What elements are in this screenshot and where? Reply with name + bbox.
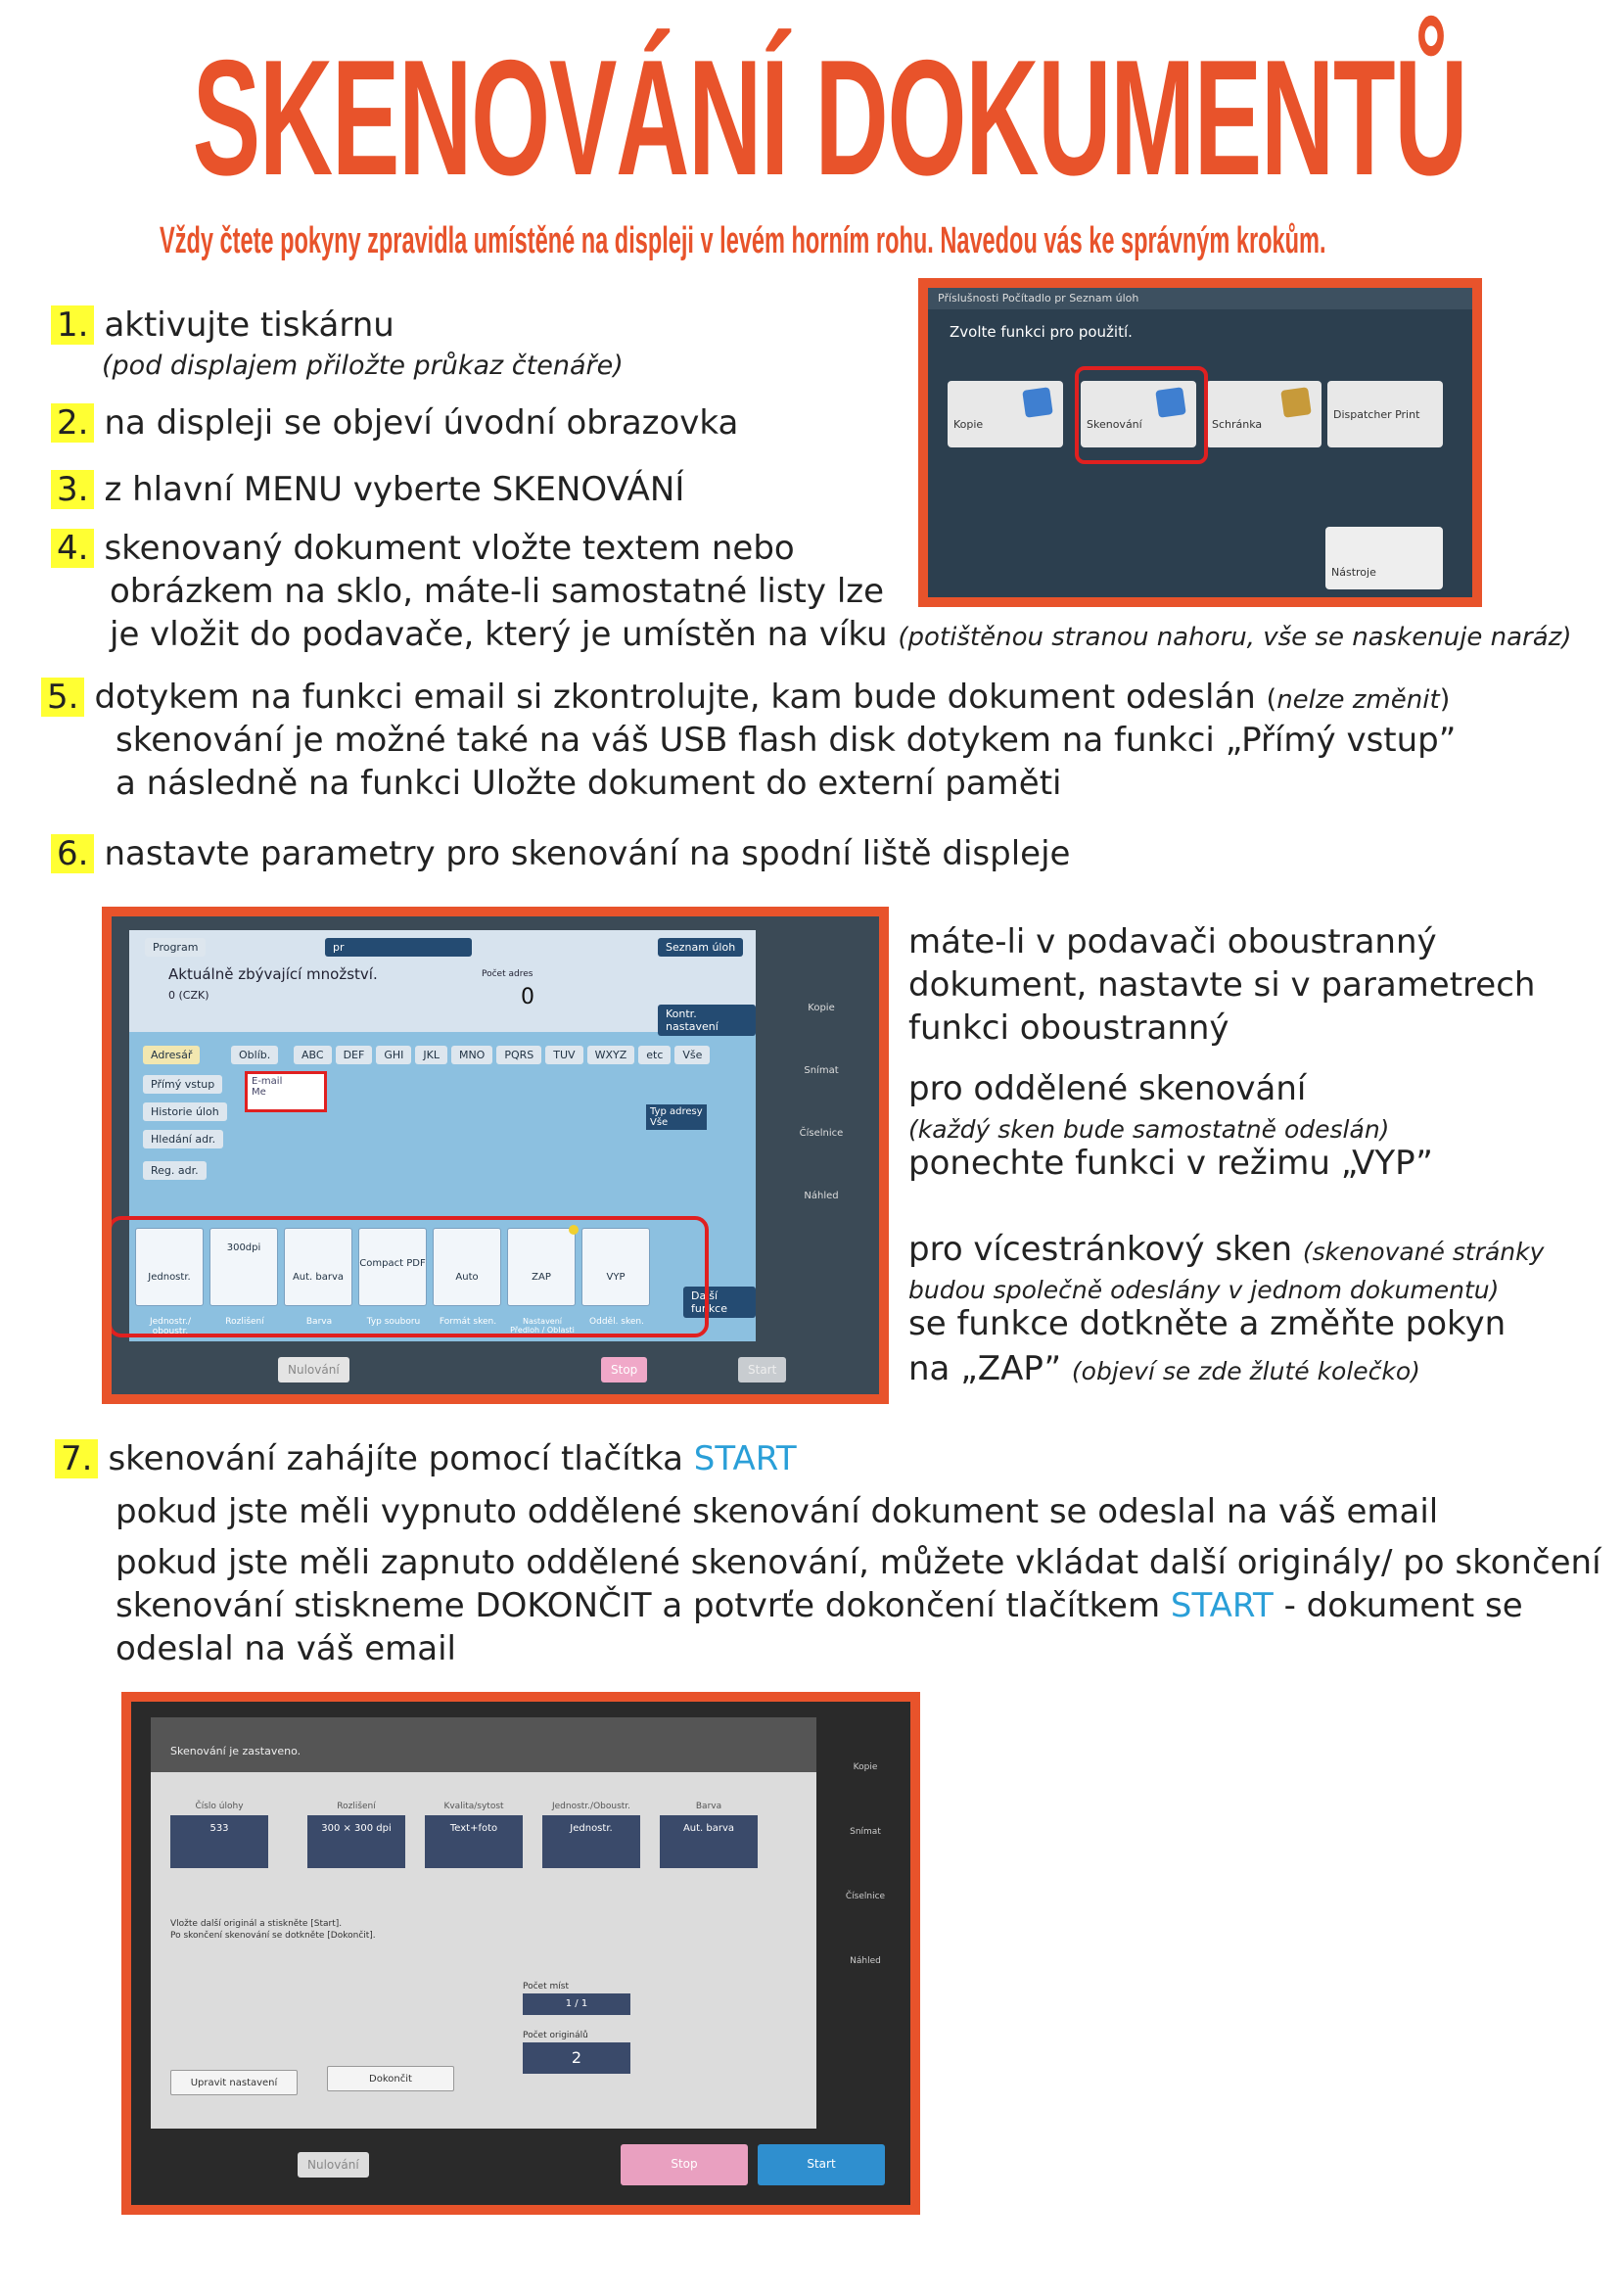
- step-4-note: (potištěnou stranou nahoru, vše se naskenuje naráz): [898, 623, 1572, 652]
- tile-box: Schránka: [1206, 381, 1322, 447]
- screen-prompt: Zvolte funkci pro použití.: [950, 323, 1133, 341]
- tab-address-book: Adresář: [143, 1046, 200, 1064]
- side-preview: Náhled: [850, 1956, 881, 1966]
- tab-mno: MNO: [451, 1046, 492, 1064]
- step-number: 3.: [51, 470, 94, 509]
- side-keypad: Číselnice: [845, 1892, 886, 1901]
- side-copy: Kopie: [853, 1762, 878, 1772]
- device-screen: [151, 1717, 816, 2129]
- step-3: [51, 468, 684, 511]
- separate-line-1: pro oddělené skenování: [908, 1069, 1307, 1108]
- tab-pqrs: PQRS: [496, 1046, 541, 1064]
- scan-settings-photo: [102, 907, 889, 1404]
- page-title: SKENOVÁNÍ DOKUMENTŮ: [192, 25, 1467, 210]
- tile-tools: Nástroje: [1325, 527, 1443, 589]
- param-resolution: 300dpi Rozlišení: [209, 1228, 278, 1306]
- highlight-box: [108, 1216, 709, 1337]
- instruction-2: Po skončení skenování se dotkněte [Dokončit].: [170, 1931, 376, 1941]
- address-type: Typ adresy Vše: [646, 1104, 707, 1130]
- step-2: [51, 401, 738, 445]
- duplex-line-2: dokument, nastavte si v parametrech: [908, 965, 1536, 1005]
- col-color: Barva Aut. barva: [660, 1802, 758, 1868]
- reset-button: Nulování: [278, 1357, 349, 1382]
- scan-stopped-photo: [121, 1692, 920, 2215]
- step-7-line4: skenování stiskneme DOKONČIT a potvrťe dokončení tlačítkem START - dokument se: [116, 1586, 1523, 1625]
- side-copy: Kopie: [808, 1003, 835, 1013]
- step-7-line2: pokud jste měli vypnuto oddělené skenování dokument se odeslal na váš email: [116, 1492, 1439, 1531]
- col-duplex: Jednostr./Oboustr. Jednostr.: [542, 1802, 640, 1868]
- step-text: je vložit do podavače, který je umístěn na víku: [110, 615, 888, 654]
- menu-job-history: Historie úloh: [143, 1102, 227, 1121]
- col-quality: Kvalita/sytost Text+foto: [425, 1802, 523, 1868]
- multi-line-1: pro vícestránkový sken (skenované stránky: [908, 1230, 1545, 1269]
- tab-def: DEF: [336, 1046, 373, 1064]
- start-button: Start: [758, 2144, 885, 2185]
- tab-etc: etc: [638, 1046, 671, 1064]
- step-7-line5: odeslal na váš email: [116, 1629, 456, 1668]
- separate-line-2: ponechte funkci v režimu „VYP”: [908, 1144, 1433, 1183]
- more-functions-button: Další funkce: [683, 1287, 756, 1318]
- step-5: 5. dotykem na funkci email si zkontrolujte, kam bude dokument odeslán (nelze změnit): [41, 676, 1450, 722]
- email-entry: E-mail Me: [245, 1071, 327, 1112]
- param-file-type: Compact PDF Typ souboru: [358, 1228, 427, 1306]
- alphabet-tabs: [294, 1046, 710, 1064]
- screen-header: [129, 930, 756, 1032]
- multi-note: budou společně odeslány v jednom dokumentu): [908, 1276, 1500, 1304]
- address-count: 0: [521, 985, 534, 1009]
- tab-ghi: GHI: [376, 1046, 411, 1064]
- page-subtitle: Vždy čtete pokyny zpravidla umístěné na displeji v levém horním rohu. Navedou vás ke správným krokům.: [160, 220, 1326, 261]
- side-buttons: [787, 977, 856, 1228]
- screen-topbar: Příslušnosti Počítadlo pr Seznam úloh: [928, 288, 1472, 309]
- step-text: skenovaný dokument vložte textem nebo: [104, 529, 795, 568]
- tab-abc: ABC: [294, 1046, 332, 1064]
- tab-all: Vše: [674, 1046, 710, 1064]
- step-number: 7.: [55, 1439, 98, 1478]
- originals-value: 2: [523, 2042, 630, 2074]
- start-keyword: START: [693, 1439, 797, 1478]
- tab-jkl: JKL: [415, 1046, 447, 1064]
- side-preview: Náhled: [804, 1191, 839, 1201]
- pages-value: 1 / 1: [523, 1993, 630, 2015]
- pages-label: Počet míst: [523, 1982, 569, 1991]
- col-job-number: Číslo úlohy 533: [170, 1802, 268, 1868]
- step-number: 5.: [41, 678, 84, 717]
- menu-register-address: Reg. adr.: [143, 1161, 207, 1180]
- edit-settings-button: Upravit nastavení: [170, 2070, 298, 2095]
- start-keyword: START: [1170, 1586, 1274, 1625]
- tile-dispatcher: Dispatcher Print: [1327, 381, 1443, 447]
- step-text: z hlavní MENU vyberte SKENOVÁNÍ: [104, 470, 685, 509]
- param-original-settings: ZAP Nastavení Předloh / Oblasti: [507, 1228, 576, 1306]
- step-5-note: nelze změnit: [1276, 685, 1440, 715]
- step-text: skenování zahájíte pomocí tlačítka: [108, 1439, 683, 1478]
- step-number: 6.: [51, 834, 94, 873]
- main-menu-photo: [918, 278, 1482, 607]
- balance-label: Aktuálně zbývající množství.: [168, 965, 378, 983]
- step-number: 4.: [51, 529, 94, 568]
- param-color: Aut. barva Barva: [284, 1228, 352, 1306]
- screen-status: Skenování je zastaveno.: [151, 1717, 816, 1772]
- step-number: 2.: [51, 403, 94, 443]
- instruction-1: Vložte další originál a stiskněte [Start].: [170, 1919, 343, 1929]
- side-scan: Snímat: [804, 1065, 839, 1076]
- menu-address-search: Hledání adr.: [143, 1130, 223, 1148]
- step-text: na displeji se objeví úvodní obrazovka: [104, 403, 739, 443]
- col-resolution: Rozlišení 300 × 300 dpi: [307, 1802, 405, 1868]
- step-text: aktivujte tiskárnu: [104, 305, 394, 345]
- step-6: [51, 832, 1070, 875]
- address-count-label: Počet adres: [482, 969, 533, 979]
- tile-scan: Skenování: [1081, 381, 1196, 447]
- side-keypad: Číselnice: [799, 1128, 844, 1139]
- multi-line-2: se funkce dotkněte a změňte pokyn: [908, 1304, 1507, 1343]
- originals-label: Počet originálů: [523, 2031, 588, 2040]
- jobs-button: Seznam úloh: [658, 938, 743, 957]
- finish-button: Dokončit: [327, 2066, 454, 2091]
- user-field: pr: [325, 938, 472, 957]
- tab-wxyz: WXYZ: [587, 1046, 635, 1064]
- box-icon: [1280, 387, 1312, 418]
- step-text: dotykem na funkci email si zkontrolujte, kam bude dokument odeslán: [94, 678, 1256, 717]
- program-button: Program: [145, 938, 206, 957]
- balance-value: 0 (CZK): [168, 989, 209, 1002]
- duplex-line-3: funkci oboustranný: [908, 1008, 1229, 1048]
- multi-line-3: na „ZAP” (objeví se zde žluté kolečko): [908, 1349, 1420, 1388]
- tab-tuv: TUV: [545, 1046, 582, 1064]
- step-7: [55, 1437, 797, 1480]
- tile-copy: Kopie: [948, 381, 1063, 447]
- menu-direct-input: Přímý vstup: [143, 1075, 222, 1094]
- param-separate-scan: VYP Odděl. sken.: [581, 1228, 650, 1306]
- reset-button: Nulování: [298, 2152, 369, 2178]
- step-text: nastavte parametry pro skenování na spodní liště displeje: [104, 834, 1071, 873]
- side-scan: Snímat: [850, 1827, 881, 1837]
- separate-note: (každý sken bude samostatně odeslán): [908, 1115, 1390, 1144]
- side-buttons: [836, 1735, 895, 1993]
- step-4-line3: [110, 613, 1571, 659]
- step-5-line2: skenování je možné také na váš USB flash disk dotykem na funkci „Přímý vstup”: [116, 721, 1457, 760]
- stop-button: Stop: [621, 2144, 748, 2185]
- param-scan-size: Auto Formát sken.: [433, 1228, 501, 1306]
- param-duplex: Jednostr. Jednostr./ oboustr.: [135, 1228, 204, 1306]
- copy-icon: [1022, 387, 1053, 418]
- tab-favorites: Oblíb.: [231, 1046, 278, 1064]
- step-5-line3: a následně na funkci Uložte dokument do externí paměti: [116, 764, 1062, 803]
- highlight-box: [1075, 366, 1208, 464]
- step-number: 1.: [51, 305, 94, 345]
- check-settings-button: Kontr. nastavení: [658, 1005, 756, 1036]
- step-7-line3: pokud jste měli zapnuto oddělené skenování, můžete vkládat další originály/ po skončení: [116, 1543, 1601, 1582]
- step-4: [51, 527, 795, 570]
- step-1-note: (pod displajem přiložte průkaz čtenáře): [102, 351, 624, 381]
- stop-button: Stop: [601, 1357, 647, 1382]
- step-4-line2: obrázkem na sklo, máte-li samostatné listy lze: [110, 572, 885, 611]
- duplex-line-1: máte-li v podavači oboustranný: [908, 922, 1437, 961]
- step-1: [51, 304, 394, 347]
- start-button: Start: [738, 1357, 786, 1382]
